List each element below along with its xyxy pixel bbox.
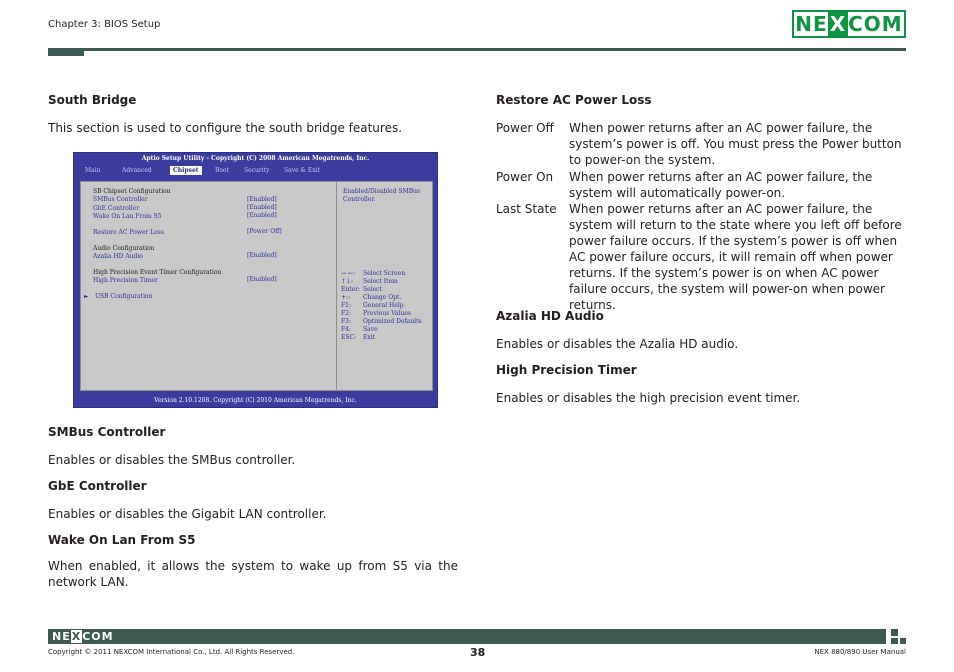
bios-item-hpet-config: High Precision Event Timer Configuration [93,269,222,276]
footer-bar [48,629,886,644]
bios-item-gbe[interactable]: GbE Controller [93,205,140,212]
hpt-heading: High Precision Timer [496,363,637,377]
bios-help-text: Enabled/Disabled SMBus Controller. [343,188,421,203]
bios-key-6: F3: [341,318,352,325]
header-accent [48,48,84,56]
page-number: 38 [470,646,486,659]
bios-menu-save-exit[interactable]: Save & Exit [284,167,320,174]
gbe-heading: GbE Controller [48,479,147,493]
bios-key-5: F2: [341,310,352,317]
bios-divider [336,182,337,390]
bios-key-4: F1: [341,302,352,309]
wol-heading: Wake On Lan From S5 [48,533,196,547]
bios-value-gbe[interactable]: [Enabled] [247,204,277,211]
footer-square-2 [891,638,898,644]
restore-ac-heading: Restore AC Power Loss [496,93,652,107]
bios-menu-security[interactable]: Security [244,167,270,174]
power-on-term: Power On [496,170,554,184]
logo-text: NE X COM [795,12,903,36]
smbus-heading: SMBus Controller [48,425,166,439]
bios-item-sb-config: SB Chipset Configuration [93,188,171,195]
power-off-term: Power Off [496,121,554,135]
bios-arrow-icon: ► [84,293,89,300]
bios-menu-boot[interactable]: Boot [215,167,230,174]
bios-screenshot [73,152,438,408]
bios-item-hpt[interactable]: High Precision Timer [93,277,158,284]
bios-key-7: F4: [341,326,352,333]
bios-item-audio-config: Audio Configuration [93,245,155,252]
last-state-desc: When power returns after an AC power failure, the system will return to the state where you left off before power failure occurs. If the system’s power is off when AC power failure occurs, it will remain off when power returns. If the system’s power is on when AC power failure occurs, the system will power-on when power returns. [569,202,902,312]
header-rule [48,48,906,51]
bios-value-hpt[interactable]: [Enabled] [247,276,277,283]
bios-menu-bar [74,165,437,178]
gbe-text: Enables or disables the Gigabit LAN controller. [48,507,327,521]
chapter-title: Chapter 3: BIOS Setup [48,19,161,30]
bios-key-action-8: Exit [363,334,376,341]
power-off-desc: When power returns after an AC power failure, the system’s power is off. You must press the Power button to power-on the system. [569,121,902,167]
bios-value-azalia[interactable]: [Enabled] [247,252,277,259]
smbus-text: Enables or disables the SMBus controller. [48,453,296,467]
bios-key-action-0: Select Screen [363,270,406,277]
bios-menu-advanced[interactable]: Advanced [122,167,152,174]
bios-item-restore-ac[interactable]: Restore AC Power Loss [93,229,164,236]
bios-key-3: +-: [341,294,351,301]
bios-key-action-6: Optimized Defaults [363,318,422,325]
last-state-term: Last State [496,202,557,216]
footer-logo: NEXCOM [52,630,114,643]
azalia-text: Enables or disables the Azalia HD audio. [496,337,739,351]
bios-value-restore-ac[interactable]: [Power Off] [247,228,282,235]
bios-panel [80,181,433,391]
bios-item-usb[interactable]: USB Configuration [95,293,153,300]
bios-key-action-2: Select [363,286,382,293]
wol-text: When enabled, it allows the system to wake up from S5 via the network LAN. [48,559,458,589]
bios-value-smbus[interactable]: [Enabled] [247,196,277,203]
footer-square-3 [900,638,906,644]
bios-item-smbus[interactable]: SMBus Controller [93,196,148,203]
bios-key-8: ESC: [341,334,357,341]
hpt-text: Enables or disables the high precision event timer. [496,391,801,405]
south-bridge-heading: South Bridge [48,93,137,107]
bios-item-azalia[interactable]: Azalia HD Audio [93,253,143,260]
bios-key-action-7: Save [363,326,378,333]
bios-value-wol[interactable]: [Enabled] [247,212,277,219]
bios-footer: Version 2.10.1208. Copyright (C) 2010 American Megatrends, Inc. [154,397,357,404]
footer-square-1 [891,629,898,636]
bios-key-action-1: Select Item [363,278,398,285]
bios-key-0: → ←: [341,270,355,277]
bios-item-wol[interactable]: Wake On Lan From S5 [93,213,162,220]
bios-key-action-5: Previous Values [363,310,411,317]
south-bridge-text: This section is used to configure the south bridge features. [48,121,403,135]
bios-title: Aptio Setup Utility - Copyright (C) 2008 American Megatrends, Inc. [141,155,370,162]
azalia-heading: Azalia HD Audio [496,309,604,323]
copyright-text: Copyright © 2011 NEXCOM International Co., Ltd. All Rights Reserved. [48,648,295,656]
bios-key-action-4: General Help [363,302,404,309]
bios-key-1: ↑↓: [341,278,354,285]
nexcom-logo [792,10,906,38]
bios-key-action-3: Change Opt. [363,294,402,301]
manual-title: NEX 880/890 User Manual [814,648,906,656]
bios-menu-main[interactable]: Main [85,167,101,174]
power-on-desc: When power returns after an AC power failure, the system will automatically power-on. [569,170,873,200]
bios-menu-chipset[interactable]: Chipset [170,166,202,175]
bios-key-2: Enter: [341,286,361,293]
